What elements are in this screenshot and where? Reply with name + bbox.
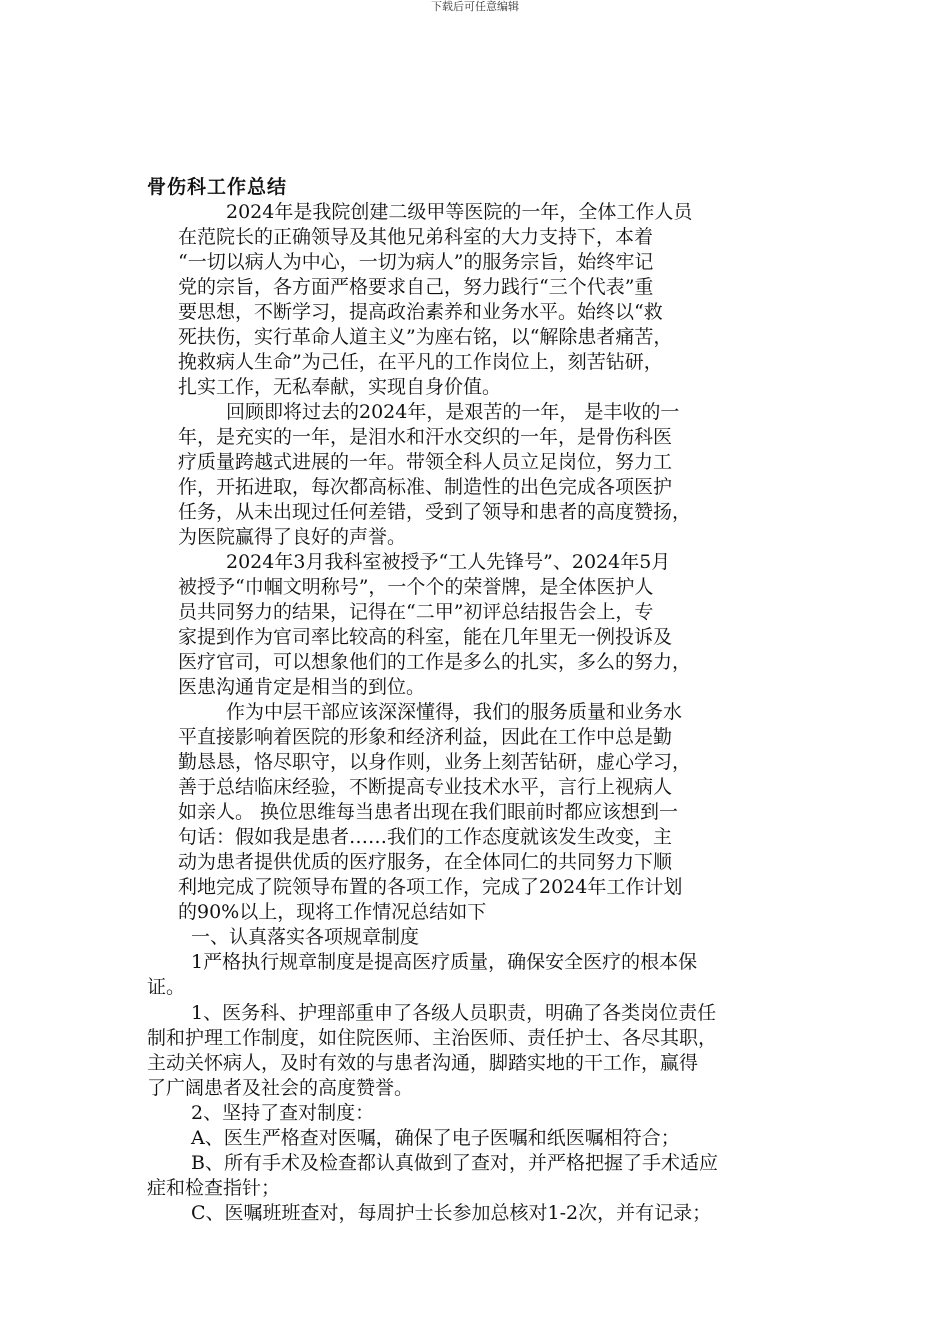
text-line: 死扶伤，实行革命人道主义”为座右铭，以“解除患者痛苦，	[178, 326, 673, 348]
text-line: C、医嘱班班查对，每周护士长参加总核对1-2次，并有记录；	[191, 1202, 712, 1224]
text-line: 党的宗旨，各方面严格要求自己，努力践行“三个代表”重	[178, 276, 654, 298]
text-line: 年，是充实的一年，是泪水和汗水交织的一年，是骨伤科医	[178, 426, 673, 448]
text-line: 利地完成了院领导布置的各项工作，完成了2024年工作计划	[178, 876, 683, 898]
text-line: 医患沟通肯定是相当的到位。	[178, 676, 426, 698]
text-line: 句话：假如我是患者……我们的工作态度就该发生改变，主	[178, 826, 673, 848]
text-line: 疗质量跨越式进展的一年。带领全科人员立足岗位，努力工	[178, 451, 673, 473]
text-line: 员共同努力的结果，记得在“二甲”初评总结报告会上，专	[178, 601, 654, 623]
text-line: 家提到作为官司率比较高的科室，能在几年里无一例投诉及	[178, 626, 673, 648]
text-line: 任务，从未出现过任何差错，受到了领导和患者的高度赞扬，	[178, 501, 692, 523]
text-line: 挽救病人生命”为己任，在平凡的工作岗位上，刻苦钻研，	[178, 351, 663, 373]
text-line: 如亲人。 换位思维每当患者出现在我们眼前时都应该想到一	[178, 801, 679, 823]
text-line: 要思想，不断学习，提高政治素养和业务水平。始终以“救	[178, 301, 663, 323]
text-line: 为医院赢得了良好的声誉。	[178, 526, 407, 548]
section-heading: 一、认真落实各项规章制度	[191, 926, 420, 948]
text-line: 作为中层干部应该深深懂得，我们的服务质量和业务水	[226, 701, 683, 723]
text-line: 2、坚持了查对制度：	[191, 1102, 375, 1124]
text-line: 扎实工作，无私奉献，实现自身价值。	[178, 376, 502, 398]
text-line: 1严格执行规章制度是提高医疗质量，确保安全医疗的根本保	[191, 951, 698, 973]
text-line: 善于总结临床经验，不断提高专业技术水平，言行上视病人	[178, 776, 673, 798]
text-line: 的90%以上，现将工作情况总结如下	[178, 901, 487, 923]
text-line: 2024年3月我科室被授予“工人先锋号”、2024年5月	[226, 551, 671, 573]
text-line: 2024年是我院创建二级甲等医院的一年，全体工作人员	[226, 201, 693, 223]
text-line: 被授予“巾帼文明称号”，一个个的荣誉牌，是全体医护人	[178, 576, 654, 598]
text-line: 在范院长的正确领导及其他兄弟科室的大力支持下，本着	[178, 226, 654, 248]
text-line: 作，开拓进取，每次都高标准、制造性的出色完成各项医护	[178, 476, 673, 498]
text-line: 症和检查指针；	[147, 1177, 281, 1199]
text-line: 1、医务科、护理部重申了各级人员职责，明确了各类岗位责任	[191, 1002, 717, 1024]
document-title: 骨伤科工作总结	[147, 176, 288, 198]
text-line: 制和护理工作制度，如住院医师、主治医师、责任护士、各尽其职，	[147, 1027, 718, 1049]
text-line: 勤恳恳，恪尽职守，以身作则，业务上刻苦钻研，虚心学习，	[178, 751, 692, 773]
text-line: 主动关怀病人，及时有效的与患者沟通，脚踏实地的干工作，赢得	[147, 1052, 699, 1074]
text-line: 了广阔患者及社会的高度赞誉。	[147, 1077, 414, 1099]
text-line: B、所有手术及检查都认真做到了查对，并严格把握了手术适应	[191, 1152, 718, 1174]
text-line: 医疗官司，可以想象他们的工作是多么的扎实，多么的努力，	[178, 651, 692, 673]
text-line: 动为患者提供优质的医疗服务，在全体同仁的共同努力下顺	[178, 851, 673, 873]
text-line: 证。	[147, 976, 186, 998]
text-line: 平直接影响着医院的形象和经济利益，因此在工作中总是勤	[178, 726, 673, 748]
text-line: 回顾即将过去的2024年，是艰苦的一年， 是丰收的一	[226, 401, 680, 423]
text-line: “一切以病人为中心，一切为病人”的服务宗旨，始终牢记	[178, 251, 654, 273]
text-line: A、医生严格查对医嘱，确保了电子医嘱和纸医嘱相符合；	[191, 1127, 680, 1149]
page-header-note: 下载后可任意编辑	[431, 0, 519, 13]
